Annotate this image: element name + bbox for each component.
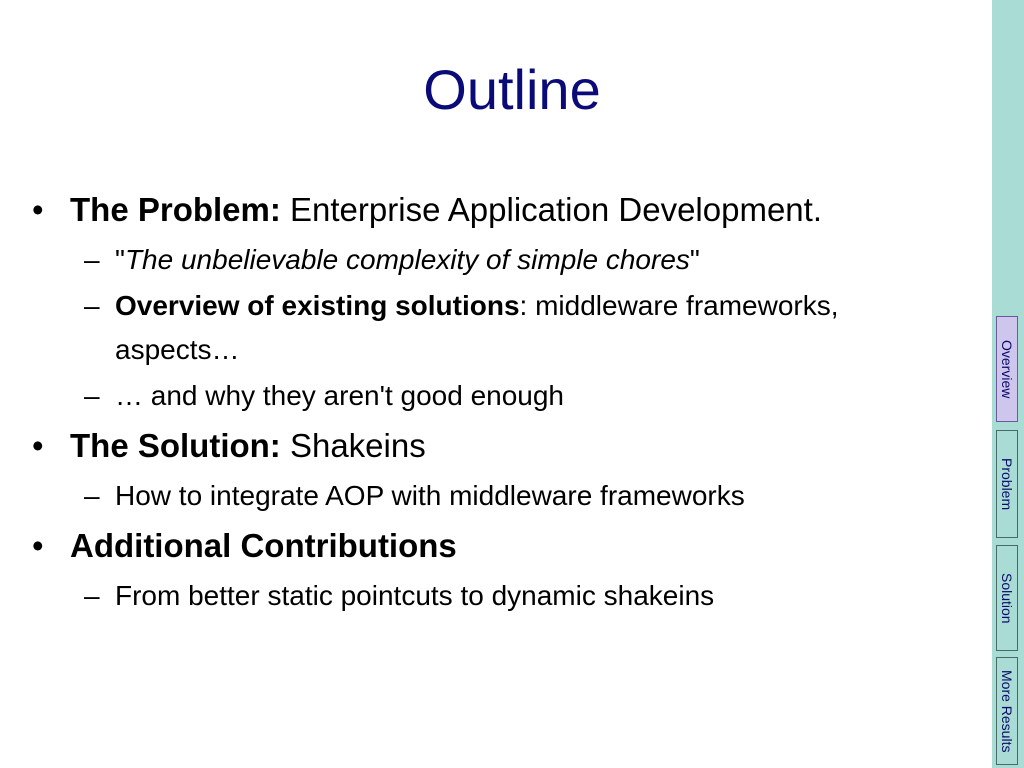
sub-item-integrate bbox=[28, 474, 948, 518]
sub-item-quote bbox=[28, 238, 948, 282]
bullet-heading: Additional Contributions bbox=[70, 527, 457, 564]
slide-title: Outline bbox=[423, 58, 601, 121]
dash-marker: – bbox=[84, 244, 100, 275]
dash-marker: – bbox=[84, 290, 100, 321]
dash-marker: – bbox=[84, 480, 100, 511]
sub-item-pointcuts bbox=[28, 574, 948, 618]
dash-marker: – bbox=[84, 380, 100, 411]
sidebar-tab-more-results[interactable] bbox=[996, 657, 1018, 765]
sidebar-tab-solution[interactable] bbox=[996, 545, 1018, 651]
sub-item-italic-text: The unbelievable complexity of simple chores bbox=[124, 244, 690, 275]
bullet-text: Shakeins bbox=[280, 427, 426, 464]
sub-item-heading: Overview of existing solutions bbox=[115, 290, 520, 321]
sub-item-text: : middleware frameworks, aspects… bbox=[115, 290, 839, 365]
bullet-heading: The Problem: bbox=[70, 191, 281, 228]
quote-close: " bbox=[689, 244, 700, 275]
bullet-item-problem bbox=[28, 188, 948, 232]
sub-item-overview bbox=[28, 284, 948, 372]
bullet-item-solution bbox=[28, 424, 948, 468]
bullet-heading: The Solution: bbox=[70, 427, 281, 464]
quote-open: " bbox=[115, 244, 125, 275]
sidebar-tab-label: More Results bbox=[999, 669, 1015, 753]
bullet-item-contributions bbox=[28, 524, 948, 568]
section-sidebar bbox=[992, 0, 1024, 768]
sub-item-why-not bbox=[28, 374, 948, 418]
sidebar-tab-overview[interactable] bbox=[996, 316, 1018, 422]
bullet-marker: • bbox=[32, 527, 44, 564]
sidebar-tab-problem[interactable] bbox=[996, 430, 1018, 538]
dash-marker: – bbox=[84, 580, 100, 611]
bullet-marker: • bbox=[32, 427, 44, 464]
sidebar-tab-label: Overview bbox=[999, 339, 1015, 399]
sub-item-text: How to integrate AOP with middleware frameworks bbox=[115, 480, 745, 511]
sub-item-text: From better static pointcuts to dynamic shakeins bbox=[115, 580, 715, 611]
bullet-marker: • bbox=[32, 191, 44, 228]
bullet-text: Enterprise Application Development. bbox=[280, 191, 822, 228]
sub-item-text: … and why they aren't good enough bbox=[115, 380, 564, 411]
sidebar-tab-label: Solution bbox=[999, 572, 1015, 624]
sidebar-tab-label: Problem bbox=[999, 457, 1015, 511]
outline-list bbox=[28, 188, 948, 620]
